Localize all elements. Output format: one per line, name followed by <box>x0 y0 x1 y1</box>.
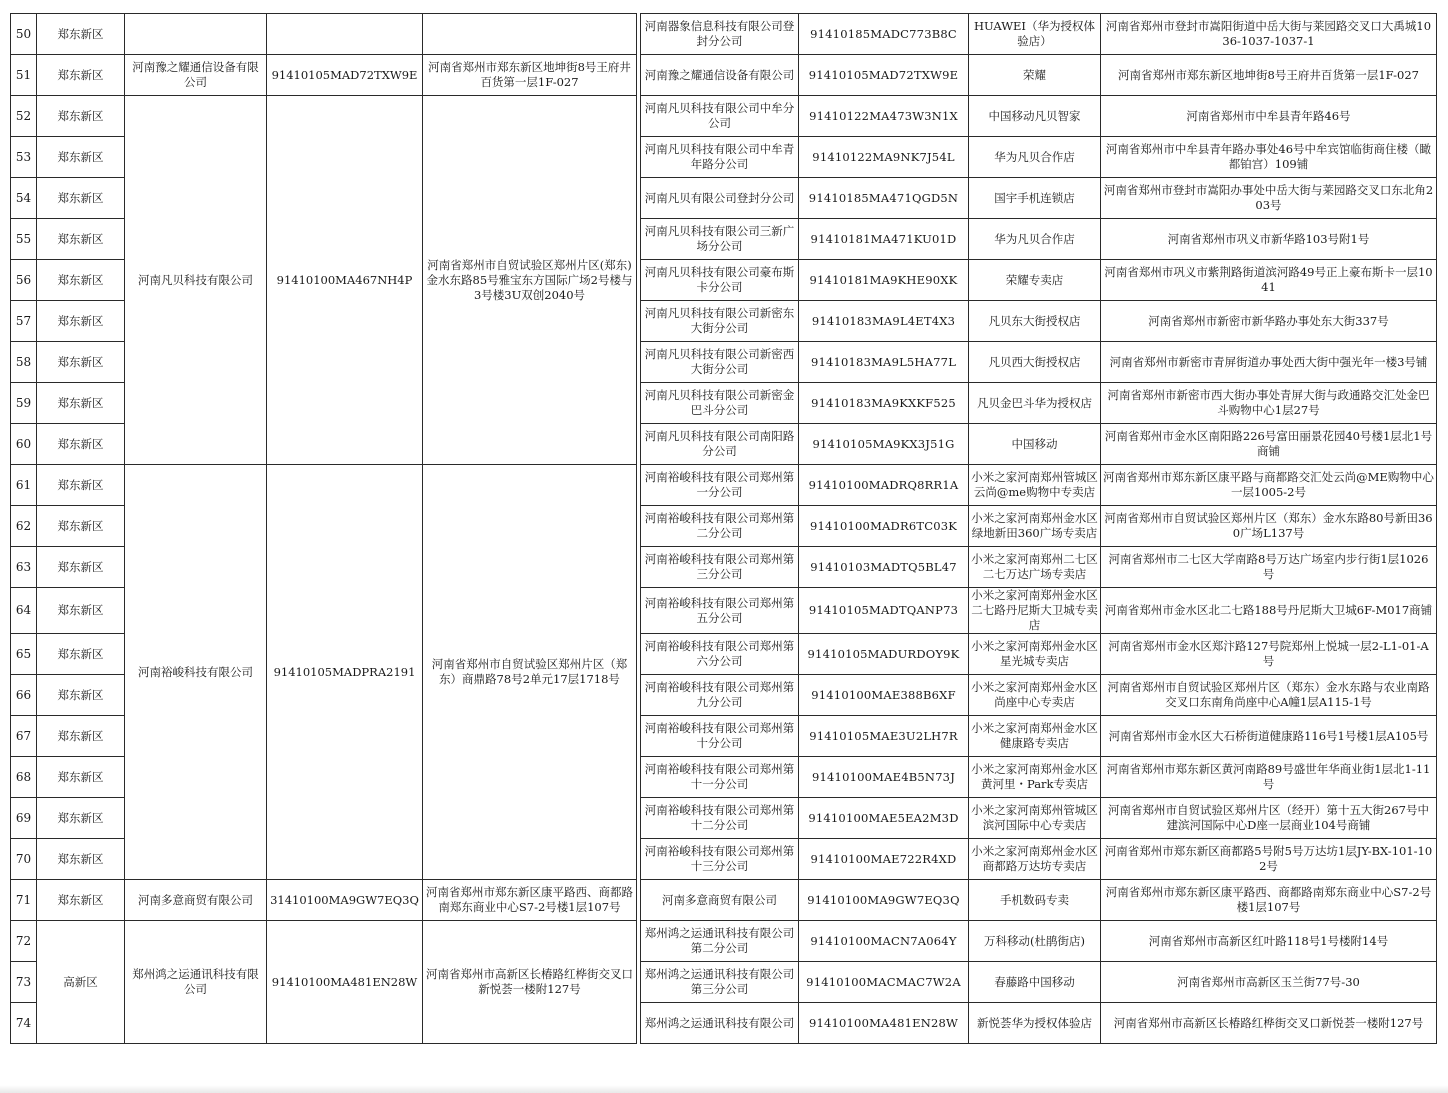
brand-cell: 小米之家河南郑州金水区星光城专卖店 <box>969 634 1101 675</box>
store-name-cell: 河南豫之耀通信设备有限公司 <box>641 55 799 96</box>
row-number: 70 <box>11 839 37 880</box>
company-address-cell: 河南省郑州市自贸试验区郑州片区（郑东）商鼎路78号2单元17层1718号 <box>423 465 637 880</box>
credit-code-cell: 91410100MA481EN28W <box>267 921 423 1044</box>
store-name-cell: 河南裕峻科技有限公司郑州第五分公司 <box>641 588 799 634</box>
company-name-cell <box>125 14 267 55</box>
table-row <box>11 96 1437 137</box>
store-address-cell: 河南省郑州市郑东新区康平路与商都路交汇处云尚@ME购物中心一层1005-2号 <box>1101 465 1437 506</box>
store-code-cell: 91410100MAE5EA2M3D <box>799 798 969 839</box>
store-name-cell: 河南裕峻科技有限公司郑州第三分公司 <box>641 547 799 588</box>
district-cell: 郑东新区 <box>37 178 125 219</box>
brand-cell: 凡贝东大街授权店 <box>969 301 1101 342</box>
store-address-cell: 河南省郑州市高新区玉兰街77号-30 <box>1101 962 1437 1003</box>
brand-cell: 小米之家河南郑州金水区绿地新田360广场专卖店 <box>969 506 1101 547</box>
store-name-cell: 河南裕峻科技有限公司郑州第六分公司 <box>641 634 799 675</box>
store-name-cell: 郑州鸿之运通讯科技有限公司第三分公司 <box>641 962 799 1003</box>
district-cell: 郑东新区 <box>37 465 125 506</box>
district-cell: 郑东新区 <box>37 716 125 757</box>
company-name-cell: 河南凡贝科技有限公司 <box>125 96 267 465</box>
store-address-cell: 河南省郑州市新密市新华路办事处东大街337号 <box>1101 301 1437 342</box>
store-name-cell: 河南凡贝有限公司登封分公司 <box>641 178 799 219</box>
store-address-cell: 河南省郑州市郑东新区康平路西、商都路南郑东商业中心S7-2号楼1层107号 <box>1101 880 1437 921</box>
row-number: 71 <box>11 880 37 921</box>
store-address-cell: 河南省郑州市二七区大学南路8号万达广场室内步行街1层1026号 <box>1101 547 1437 588</box>
store-code-cell: 91410103MADTQ5BL47 <box>799 547 969 588</box>
district-cell: 郑东新区 <box>37 634 125 675</box>
company-name-cell: 河南豫之耀通信设备有限公司 <box>125 55 267 96</box>
district-cell: 郑东新区 <box>37 839 125 880</box>
district-cell: 郑东新区 <box>37 137 125 178</box>
row-number: 68 <box>11 757 37 798</box>
district-cell: 郑东新区 <box>37 14 125 55</box>
district-cell: 郑东新区 <box>37 675 125 716</box>
district-cell: 郑东新区 <box>37 547 125 588</box>
district-cell: 郑东新区 <box>37 588 125 634</box>
row-number: 72 <box>11 921 37 962</box>
store-code-cell: 91410183MA9L4ET4X3 <box>799 301 969 342</box>
store-name-cell: 河南凡贝科技有限公司新密西大街分公司 <box>641 342 799 383</box>
dealer-table <box>10 13 1437 1044</box>
store-code-cell: 91410100MACMAC7W2A <box>799 962 969 1003</box>
store-code-cell: 91410100MADRQ8RR1A <box>799 465 969 506</box>
table-row <box>11 55 1437 96</box>
store-name-cell: 河南器象信息科技有限公司登封分公司 <box>641 14 799 55</box>
brand-cell: 中国移动 <box>969 424 1101 465</box>
brand-cell: 华为凡贝合作店 <box>969 219 1101 260</box>
store-name-cell: 河南凡贝科技有限公司新密东大街分公司 <box>641 301 799 342</box>
row-number: 59 <box>11 383 37 424</box>
store-code-cell: 91410100MADR6TC03K <box>799 506 969 547</box>
row-number: 56 <box>11 260 37 301</box>
brand-cell: 荣耀专卖店 <box>969 260 1101 301</box>
table-row <box>11 465 1437 506</box>
company-address-cell: 河南省郑州市郑东新区康平路西、商都路南郑东商业中心S7-2号楼1层107号 <box>423 880 637 921</box>
brand-cell: 小米之家河南郑州金水区黄河里・Park专卖店 <box>969 757 1101 798</box>
store-code-cell: 91410181MA471KU01D <box>799 219 969 260</box>
store-address-cell: 河南省郑州市新密市西大街办事处青屏大街与政通路交汇处金巴斗购物中心1层27号 <box>1101 383 1437 424</box>
brand-cell: 小米之家河南郑州金水区商都路万达坊专卖店 <box>969 839 1101 880</box>
store-name-cell: 河南凡贝科技有限公司中牟青年路分公司 <box>641 137 799 178</box>
district-cell: 高新区 <box>37 921 125 1044</box>
district-cell: 郑东新区 <box>37 424 125 465</box>
store-name-cell: 郑州鸿之运通讯科技有限公司 <box>641 1003 799 1044</box>
row-number: 60 <box>11 424 37 465</box>
table-row <box>11 880 1437 921</box>
row-number: 55 <box>11 219 37 260</box>
credit-code-cell <box>267 14 423 55</box>
store-name-cell: 河南裕峻科技有限公司郑州第一分公司 <box>641 465 799 506</box>
store-address-cell: 河南省郑州市登封市嵩阳办事处中岳大街与莱园路交叉口东北角203号 <box>1101 178 1437 219</box>
brand-cell: 小米之家河南郑州管城区云尚@me购物中专卖店 <box>969 465 1101 506</box>
store-name-cell: 河南凡贝科技有限公司中牟分公司 <box>641 96 799 137</box>
brand-cell: 凡贝西大街授权店 <box>969 342 1101 383</box>
store-code-cell: 91410181MA9KHE90XK <box>799 260 969 301</box>
brand-cell: 万科移动(杜鹃街店) <box>969 921 1101 962</box>
district-cell: 郑东新区 <box>37 219 125 260</box>
district-cell: 郑东新区 <box>37 880 125 921</box>
store-name-cell: 郑州鸿之运通讯科技有限公司第二分公司 <box>641 921 799 962</box>
row-number: 62 <box>11 506 37 547</box>
store-address-cell: 河南省郑州市自贸试验区郑州片区（经开）第十五大街267号中建滨河国际中心D座一层商业104号商铺 <box>1101 798 1437 839</box>
store-code-cell: 91410100MAE722R4XD <box>799 839 969 880</box>
row-number: 69 <box>11 798 37 839</box>
store-name-cell: 河南裕峻科技有限公司郑州第十分公司 <box>641 716 799 757</box>
store-code-cell: 91410105MADURDOY9K <box>799 634 969 675</box>
store-code-cell: 91410185MADC773B8C <box>799 14 969 55</box>
store-address-cell: 河南省郑州市高新区长椿路红桦街交叉口新悦荟一楼附127号 <box>1101 1003 1437 1044</box>
row-number: 54 <box>11 178 37 219</box>
row-number: 50 <box>11 14 37 55</box>
row-number: 57 <box>11 301 37 342</box>
brand-cell: 中国移动凡贝智家 <box>969 96 1101 137</box>
district-cell: 郑东新区 <box>37 798 125 839</box>
store-address-cell: 河南省郑州市郑东新区地坤街8号王府井百货第一层1F-027 <box>1101 55 1437 96</box>
store-address-cell: 河南省郑州市中牟县青年路46号 <box>1101 96 1437 137</box>
credit-code-cell: 31410100MA9GW7EQ3Q <box>267 880 423 921</box>
brand-cell: 小米之家河南郑州金水区健康路专卖店 <box>969 716 1101 757</box>
company-name-cell: 河南多意商贸有限公司 <box>125 880 267 921</box>
store-code-cell: 91410100MA481EN28W <box>799 1003 969 1044</box>
company-address-cell: 河南省郑州市高新区长椿路红桦街交叉口新悦荟一楼附127号 <box>423 921 637 1044</box>
store-name-cell: 河南凡贝科技有限公司新密金巴斗分公司 <box>641 383 799 424</box>
store-code-cell: 91410100MAE388B6XF <box>799 675 969 716</box>
row-number: 64 <box>11 588 37 634</box>
store-address-cell: 河南省郑州市金水区北二七路188号丹尼斯大卫城6F-M017商铺 <box>1101 588 1437 634</box>
district-cell: 郑东新区 <box>37 96 125 137</box>
brand-cell: 春藤路中国移动 <box>969 962 1101 1003</box>
row-number: 65 <box>11 634 37 675</box>
credit-code-cell: 91410105MADPRA2191 <box>267 465 423 880</box>
row-number: 58 <box>11 342 37 383</box>
store-code-cell: 91410100MAE4B5N73J <box>799 757 969 798</box>
district-cell: 郑东新区 <box>37 55 125 96</box>
store-address-cell: 河南省郑州市金水区南阳路226号富田丽景花园40号楼1层北1号商铺 <box>1101 424 1437 465</box>
store-name-cell: 河南凡贝科技有限公司南阳路分公司 <box>641 424 799 465</box>
store-address-cell: 河南省郑州市金水区郑汴路127号院郑州上悦城一层2-L1-01-A号 <box>1101 634 1437 675</box>
store-address-cell: 河南省郑州市自贸试验区郑州片区（郑东）金水东路与农业南路交叉口东南角尚座中心A幢1层A115-1号 <box>1101 675 1437 716</box>
company-name-cell: 郑州鸿之运通讯科技有限公司 <box>125 921 267 1044</box>
district-cell: 郑东新区 <box>37 342 125 383</box>
brand-cell: 小米之家河南郑州金水区二七路丹尼斯大卫城专卖店 <box>969 588 1101 634</box>
store-code-cell: 91410105MAE3U2LH7R <box>799 716 969 757</box>
row-number: 74 <box>11 1003 37 1044</box>
store-address-cell: 河南省郑州市郑东新区黄河南路89号盛世年华商业街1层北1-11号 <box>1101 757 1437 798</box>
brand-cell: 小米之家河南郑州二七区二七万达广场专卖店 <box>969 547 1101 588</box>
store-address-cell: 河南省郑州市巩义市紫荆路街道滨河路49号正上豪布斯卡一层1041 <box>1101 260 1437 301</box>
company-address-cell: 河南省郑州市郑东新区地坤街8号王府井百货第一层1F-027 <box>423 55 637 96</box>
store-code-cell: 91410100MA9GW7EQ3Q <box>799 880 969 921</box>
store-name-cell: 河南裕峻科技有限公司郑州第九分公司 <box>641 675 799 716</box>
credit-code-cell: 91410105MAD72TXW9E <box>267 55 423 96</box>
district-cell: 郑东新区 <box>37 506 125 547</box>
store-code-cell: 91410183MA9KXKF525 <box>799 383 969 424</box>
store-address-cell: 河南省郑州市巩义市新华路103号附1号 <box>1101 219 1437 260</box>
row-number: 51 <box>11 55 37 96</box>
store-address-cell: 河南省郑州市登封市嵩阳街道中岳大街与莱园路交叉口大禹城1036-1037-1037-1 <box>1101 14 1437 55</box>
brand-cell: 新悦荟华为授权体验店 <box>969 1003 1101 1044</box>
table-row <box>11 921 1437 962</box>
company-address-cell <box>423 14 637 55</box>
store-code-cell: 91410183MA9L5HA77L <box>799 342 969 383</box>
brand-cell: 华为凡贝合作店 <box>969 137 1101 178</box>
brand-cell: 手机数码专卖 <box>969 880 1101 921</box>
row-number: 66 <box>11 675 37 716</box>
brand-cell: 小米之家河南郑州金水区尚座中心专卖店 <box>969 675 1101 716</box>
district-cell: 郑东新区 <box>37 301 125 342</box>
brand-cell: 凡贝金巴斗华为授权店 <box>969 383 1101 424</box>
page-bottom-edge <box>0 1085 1448 1093</box>
row-number: 53 <box>11 137 37 178</box>
company-address-cell: 河南省郑州市自贸试验区郑州片区(郑东)金水东路85号雅宝东方国际广场2号楼与3号楼3U双创2040号 <box>423 96 637 465</box>
store-address-cell: 河南省郑州市自贸试验区郑州片区（郑东）金水东路80号新田360广场L137号 <box>1101 506 1437 547</box>
store-address-cell: 河南省郑州市郑东新区商都路5号附5号万达坊1层JY-BX-101-102号 <box>1101 839 1437 880</box>
store-code-cell: 91410122MA473W3N1X <box>799 96 969 137</box>
store-code-cell: 91410105MAD72TXW9E <box>799 55 969 96</box>
row-number: 61 <box>11 465 37 506</box>
brand-cell: 小米之家河南郑州管城区滨河国际中心专卖店 <box>969 798 1101 839</box>
store-name-cell: 河南裕峻科技有限公司郑州第十三分公司 <box>641 839 799 880</box>
store-address-cell: 河南省郑州市中牟县青年路办事处46号中牟宾馆临街商住楼（瞰都铂宫）109铺 <box>1101 137 1437 178</box>
district-cell: 郑东新区 <box>37 383 125 424</box>
store-name-cell: 河南裕峻科技有限公司郑州第十二分公司 <box>641 798 799 839</box>
district-cell: 郑东新区 <box>37 757 125 798</box>
store-address-cell: 河南省郑州市高新区红叶路118号1号楼附14号 <box>1101 921 1437 962</box>
store-address-cell: 河南省郑州市新密市青屏街道办事处西大街中强光年一楼3号铺 <box>1101 342 1437 383</box>
row-number: 73 <box>11 962 37 1003</box>
brand-cell: HUAWEI（华为授权体验店） <box>969 14 1101 55</box>
store-name-cell: 河南裕峻科技有限公司郑州第二分公司 <box>641 506 799 547</box>
table-row <box>11 14 1437 55</box>
brand-cell: 荣耀 <box>969 55 1101 96</box>
store-code-cell: 91410185MA471QGD5N <box>799 178 969 219</box>
credit-code-cell: 91410100MA467NH4P <box>267 96 423 465</box>
row-number: 67 <box>11 716 37 757</box>
store-name-cell: 河南凡贝科技有限公司三新广场分公司 <box>641 219 799 260</box>
row-number: 52 <box>11 96 37 137</box>
store-code-cell: 91410105MA9KX3J51G <box>799 424 969 465</box>
row-number: 63 <box>11 547 37 588</box>
store-name-cell: 河南裕峻科技有限公司郑州第十一分公司 <box>641 757 799 798</box>
store-code-cell: 91410100MACN7A064Y <box>799 921 969 962</box>
company-name-cell: 河南裕峻科技有限公司 <box>125 465 267 880</box>
brand-cell: 国宇手机连锁店 <box>969 178 1101 219</box>
store-address-cell: 河南省郑州市金水区大石桥街道健康路116号1号楼1层A105号 <box>1101 716 1437 757</box>
store-code-cell: 91410122MA9NK7J54L <box>799 137 969 178</box>
store-code-cell: 91410105MADTQANP73 <box>799 588 969 634</box>
district-cell: 郑东新区 <box>37 260 125 301</box>
store-name-cell: 河南多意商贸有限公司 <box>641 880 799 921</box>
store-name-cell: 河南凡贝科技有限公司豪布斯卡分公司 <box>641 260 799 301</box>
